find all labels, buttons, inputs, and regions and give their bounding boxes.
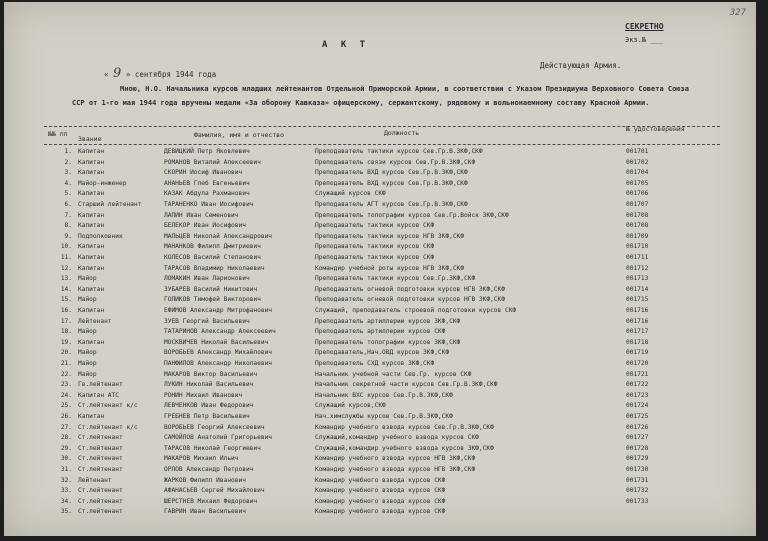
row-name: ЛАПИН Иван Семенович [164, 211, 239, 219]
row-rank: Майор [78, 296, 97, 304]
row-name: ГРЕБНЕВ Петр Васильевич [164, 413, 250, 420]
row-cert: 001709 [626, 232, 649, 240]
row-name: ТАРАСОВ Владимир Николаевич [164, 264, 265, 272]
row-position: Нач.химслужбы курсов Сев.Гр.В.ЗКФ,СКФ [315, 413, 453, 420]
row-number: 4. [64, 179, 72, 187]
table-row [40, 327, 720, 337]
row-position: Преподаватель тактики курсов СКФ [315, 254, 435, 261]
row-cert: 001731 [626, 476, 649, 484]
row-number: 20. [60, 349, 72, 357]
row-cert: 001710 [626, 243, 649, 251]
row-rank: Лейтенант [78, 317, 112, 325]
row-cert: 001701 [626, 148, 649, 155]
row-cert: 001708 [626, 222, 649, 230]
row-rank: Ст.лейтенант [78, 508, 123, 516]
row-position: Служащий курсов СКФ [315, 190, 386, 198]
date-day: 9 [113, 66, 122, 81]
row-name: АНАНЬЕВ Глеб Евгеньевич [164, 179, 250, 187]
row-rank: Ст.лейтенант к/с [78, 402, 138, 410]
table-row [40, 444, 720, 454]
row-cert: 001728 [626, 444, 649, 452]
table-row [40, 359, 720, 369]
row-position: Начальник секретной части курсов Сев.Гр.В.ЗКФ,СКФ [315, 381, 498, 389]
row-cert: 001707 [626, 201, 649, 208]
document-title: А К Т [322, 40, 370, 50]
row-number: 10. [60, 243, 72, 251]
row-name: ДЕВИЦКИЙ Петр Яковлевич [164, 148, 250, 155]
row-cert: 001722 [626, 381, 649, 389]
table-row [40, 306, 720, 316]
row-rank: Капитан [78, 264, 105, 272]
row-rank: Майор [78, 275, 97, 283]
row-number: 23. [60, 381, 72, 389]
row-number: 33. [60, 487, 72, 495]
row-cert: 001732 [626, 487, 649, 495]
row-number: 29. [60, 444, 72, 452]
table-row [40, 253, 720, 263]
table-row [40, 274, 720, 284]
row-number: 13. [60, 275, 72, 283]
row-cert: 001719 [626, 349, 649, 357]
row-number: 27. [60, 423, 72, 431]
row-position: Командир учебного взвода курсов СКФ [315, 487, 446, 495]
row-name: ОРЛОВ Александр Петрович [164, 466, 254, 473]
table-row [40, 211, 720, 221]
row-rank: Капитан [78, 169, 105, 177]
row-position: Преподаватель топографии курсов ЗКФ,СКФ [315, 338, 461, 346]
row-rank: Капитан [78, 148, 105, 155]
row-position: Преподаватель ВХД курсов Сев.Гр.В.ЗКФ,СКФ [315, 179, 468, 187]
table-row [40, 189, 720, 199]
column-header-name: Фамилия, имя и отчество [194, 131, 285, 139]
row-cert: 001727 [626, 434, 649, 442]
column-header-rank: Звание [78, 135, 102, 143]
table-row [40, 433, 720, 443]
date-rest: » сентября 1944 года [125, 70, 217, 79]
table-row [40, 338, 720, 348]
row-number: 22. [60, 370, 72, 378]
table-row [40, 423, 720, 433]
row-position: Командир учебного взвода курсов СКФ [315, 476, 446, 484]
row-name: ЛОМАКИН Иван Ларионович [164, 275, 250, 283]
table-row [40, 242, 720, 252]
row-name: ЛУКИН Николай Васильевич [164, 381, 254, 389]
row-cert: 001716 [626, 307, 649, 314]
row-number: 34. [60, 497, 72, 505]
row-name: МОСКВИЧЕВ Николай Васильевич [164, 338, 269, 346]
row-cert: 001704 [626, 169, 649, 177]
table-row [40, 497, 720, 507]
row-rank: Ст.лейтенант [78, 434, 123, 442]
row-rank: Ст.лейтенант [78, 455, 123, 463]
row-number: 18. [60, 328, 72, 336]
row-position: Преподаватель огневой подготовки курсов НГВ ЗКФ,СКФ [315, 296, 505, 304]
row-rank: Подполковник [78, 232, 123, 240]
row-cert: 001726 [626, 423, 649, 431]
preamble-text: Мною, Н.О. Начальника курсов младших лейтенантов Отдельной Приморской Армии, в соответствии с Указом Президиума Верховного Совета Союза ССР от 1-го мая 1944 года вручены медали «За оборону Кавказа» офицерскому, сержантскому, рядовому и вольнонаемному составу Красной Армии. [72, 85, 689, 107]
row-rank: Старший лейтенант [78, 201, 142, 208]
row-rank: Майор [78, 360, 97, 367]
row-name: РОМАНОВ Виталий Алексеевич [164, 158, 261, 166]
table-row [40, 264, 720, 274]
row-cert: 001714 [626, 285, 649, 293]
row-position: Преподаватель связи курсов Сев.Гр.В.ЗКФ,СКФ [315, 158, 476, 166]
row-cert: 001725 [626, 413, 649, 420]
column-header-position: Должность [384, 129, 420, 137]
table-row [40, 454, 720, 464]
row-cert: 001720 [626, 360, 649, 367]
row-rank: Майор-инженер [78, 179, 127, 187]
row-position: Служащий,командир учебного взвода курсов ЗКФ,СКФ [315, 444, 494, 452]
table-row [40, 158, 720, 168]
row-rank: Капитан [78, 222, 105, 230]
row-number: 30. [60, 455, 72, 463]
row-position: Командир учебного взвода курсов СКФ [315, 497, 446, 505]
row-position: Служащий, преподаватель строевой подготовки курсов СКФ [315, 307, 517, 314]
row-cert: 001716 [626, 317, 649, 325]
row-name: ТАРАНЕНКО Иван Иосифович [164, 201, 254, 208]
row-position: Преподаватель ВХД курсов Сев.Гр.В.ЗКФ,СКФ [315, 169, 468, 177]
row-cert: 001706 [626, 190, 649, 198]
row-rank: Капитан [78, 243, 105, 251]
row-rank: Майор [78, 370, 97, 378]
row-rank: Лейтенант [78, 476, 112, 484]
row-number: 21. [60, 360, 72, 367]
row-rank: Капитан [78, 285, 105, 293]
row-position: Преподаватель огневой подготовки курсов НГВ ЗКФ,СКФ [315, 285, 505, 293]
row-number: 6. [64, 201, 72, 208]
row-cert: 001713 [626, 275, 649, 283]
row-cert: 001724 [626, 402, 649, 410]
row-number: 31. [60, 466, 72, 473]
row-position: Командир учебной роты курсов НГВ ЗКФ,СКФ [315, 264, 465, 272]
row-number: 16. [60, 307, 72, 314]
table-row [40, 200, 720, 210]
row-rank: Капитан АТС [78, 391, 119, 399]
row-cert: 001702 [626, 158, 649, 166]
row-rank: Ст.лейтенант к/с [78, 423, 138, 431]
table-row [40, 391, 720, 401]
row-number: 15. [60, 296, 72, 304]
row-name: ТАРАСОВ Николай Георгиевич [164, 444, 261, 452]
row-name: ТАТАРИНОВ Александр Алексеевич [164, 328, 276, 336]
row-cert: 001711 [626, 254, 649, 261]
row-position: Служащий курсов,СКФ [315, 402, 386, 410]
header-top-rule [44, 126, 720, 127]
row-name: ГАВРИН Иван Васильевич [164, 508, 246, 516]
row-name: ЗУЕВ Георгий Васильевич [164, 317, 250, 325]
row-position: Начальник ВХС курсов Сев.Гр.В.ЗКФ,СКФ [315, 391, 453, 399]
row-number: 28. [60, 434, 72, 442]
row-position: Служащий,командир учебного взвода курсов СКФ [315, 434, 479, 442]
header-bottom-rule [44, 144, 720, 145]
row-name: БЕЛЕКОР Иван Иосифович [164, 222, 246, 230]
row-rank: Капитан [78, 413, 105, 420]
row-position: Преподаватель тактики курсов СКФ [315, 222, 435, 230]
row-name: ГОЛИКОВ Тимофей Викторович [164, 296, 261, 304]
row-number: 7. [64, 211, 72, 219]
table-row [40, 221, 720, 231]
table-row [40, 285, 720, 295]
row-name: ВОРОБЬЕВ Георгий Алексеевич [164, 423, 265, 431]
table-row [40, 476, 720, 486]
table-row [40, 401, 720, 411]
document-date [104, 66, 216, 81]
row-name: КОЛЕСОВ Василий Степанович [164, 254, 261, 261]
row-name: АФАНАСЬЕВ Сергей Михайлович [164, 487, 265, 495]
row-position: Командир учебного взвода курсов НГВ ЗКФ,СКФ [315, 466, 476, 473]
table-row [40, 179, 720, 189]
row-rank: Ст.лейтенант [78, 444, 123, 452]
row-rank: Капитан [78, 211, 105, 219]
row-number: 1. [64, 148, 72, 155]
date-quote-open: « [104, 70, 109, 79]
row-rank: Гв.лейтенант [78, 381, 123, 389]
row-number: 19. [60, 338, 72, 346]
row-rank: Капитан [78, 254, 105, 261]
row-name: РОНИН Михаил Иванович [164, 391, 243, 399]
table-row [40, 486, 720, 496]
table-row [40, 295, 720, 305]
row-name: МАКАРОВ Михаил Ильич [164, 455, 239, 463]
row-position: Командир учебного взвода курсов Сев.Гр.В.ЗКФ,СКФ [315, 423, 494, 431]
row-position: Преподаватель тактики курсов СКФ [315, 243, 435, 251]
row-number: 17. [60, 317, 72, 325]
row-name: КАЗАК Абдула Рахманович [164, 190, 250, 198]
row-name: САМОЙЛОВ Анатолий Григорьевич [164, 434, 273, 442]
table-row [40, 370, 720, 380]
row-name: МАЛЬЦЕВ Николай Александрович [164, 232, 273, 240]
row-number: 3. [64, 169, 72, 177]
secret-stamp: СЕКРЕТНО [625, 22, 664, 31]
row-number: 12. [60, 264, 72, 272]
row-position: Преподаватель тактики курсов Сев.Гр.В.ЗКФ,СКФ [315, 148, 483, 155]
row-rank: Майор [78, 349, 97, 357]
row-rank: Капитан [78, 190, 105, 198]
row-name: ЕФИМОВ Александр Митрофанович [164, 307, 273, 314]
row-position: Преподаватель тактики курсов Сев.Гр.ЗКФ,СКФ [315, 275, 476, 283]
row-name: ЛЕВЧЕНКОВ Иван Федорович [164, 402, 254, 410]
table-row [40, 507, 720, 517]
row-position: Начальник учебной части Сев.Гр. курсов СКФ [315, 370, 472, 378]
row-cert: 001712 [626, 264, 649, 272]
row-cert: 001718 [626, 338, 649, 346]
row-position: Командир учебного взвода курсов СКФ [315, 508, 446, 516]
row-rank: Капитан [78, 307, 105, 314]
row-number: 11. [60, 254, 72, 261]
row-rank: Майор [78, 328, 97, 336]
table-row [40, 232, 720, 242]
row-number: 5. [64, 190, 72, 198]
table-row [40, 168, 720, 178]
row-number: 25. [60, 402, 72, 410]
row-position: Преподаватель,Нач.ОВД курсов ЗКФ,СКФ [315, 349, 450, 357]
row-name: МАНАНКОВ Филипп Дмитриевич [164, 243, 261, 251]
row-rank: Ст.лейтенант [78, 487, 123, 495]
row-position: Преподаватель артиллерии курсов СКФ [315, 328, 446, 336]
document-place: Действующая Армия. [540, 61, 622, 70]
table-row [40, 412, 720, 422]
table-row [40, 317, 720, 327]
row-rank: Капитан [78, 158, 105, 166]
page-number: 327 [729, 8, 746, 18]
row-position: Преподаватель тактики курсов НГВ ЗКФ,СКФ [315, 232, 465, 240]
row-name: ЖАРКОВ Филипп Иванович [164, 476, 246, 484]
row-name: СКОРИН Иосиф Иванович [164, 169, 243, 177]
row-cert: 001705 [626, 179, 649, 187]
row-cert: 001729 [626, 455, 649, 463]
row-number: 26. [60, 413, 72, 420]
row-rank: Ст.лейтенант [78, 466, 123, 473]
row-number: 9. [64, 232, 72, 240]
table-row [40, 380, 720, 390]
row-number: 2. [64, 158, 72, 166]
row-cert: 001733 [626, 497, 649, 505]
copy-number: Экз.№ ___ [625, 36, 663, 44]
row-position: Преподаватель топографии курсов Сев.Гр.Войск ЗКФ,СКФ [315, 211, 509, 219]
column-header-num: №№ пп [48, 130, 68, 138]
row-position: Командир учебного взвода курсов НГВ ЗКФ,СКФ [315, 455, 476, 463]
row-number: 14. [60, 285, 72, 293]
row-number: 24. [60, 391, 72, 399]
row-position: Преподаватель артиллерии курсов ЗКФ,СКФ [315, 317, 461, 325]
row-rank: Ст.лейтенант [78, 497, 123, 505]
row-cert: 001723 [626, 391, 649, 399]
document-sheet [4, 2, 756, 536]
table-row [40, 465, 720, 475]
row-name: ЗУБАРЕВ Василий Никитович [164, 285, 258, 293]
row-rank: Капитан [78, 338, 105, 346]
row-name: ШЕРСТНЕВ Михаил Федорович [164, 497, 258, 505]
row-cert: 001721 [626, 370, 649, 378]
row-number: 35. [60, 508, 72, 516]
table-row [40, 348, 720, 358]
row-cert: 001715 [626, 296, 649, 304]
column-header-cert: № удостоверения [626, 125, 685, 133]
row-name: ПАНФИЛОВ Александр Николаевич [164, 360, 273, 367]
row-cert: 001717 [626, 328, 649, 336]
row-number: 8. [64, 222, 72, 230]
row-position: Преподаватель СХД курсов ЗКФ,СКФ [315, 360, 435, 367]
row-name: МАКАРОВ Виктор Васильевич [164, 370, 258, 378]
row-number: 32. [60, 476, 72, 484]
row-position: Преподаватель АГТ курсов Сев.Гр.В.ЗКФ,СКФ [315, 201, 468, 208]
row-name: ВОРОБЬЕВ Александр Михайлович [164, 349, 273, 357]
row-cert: 001730 [626, 466, 649, 473]
row-cert: 001708 [626, 211, 649, 219]
table-row [40, 147, 720, 157]
